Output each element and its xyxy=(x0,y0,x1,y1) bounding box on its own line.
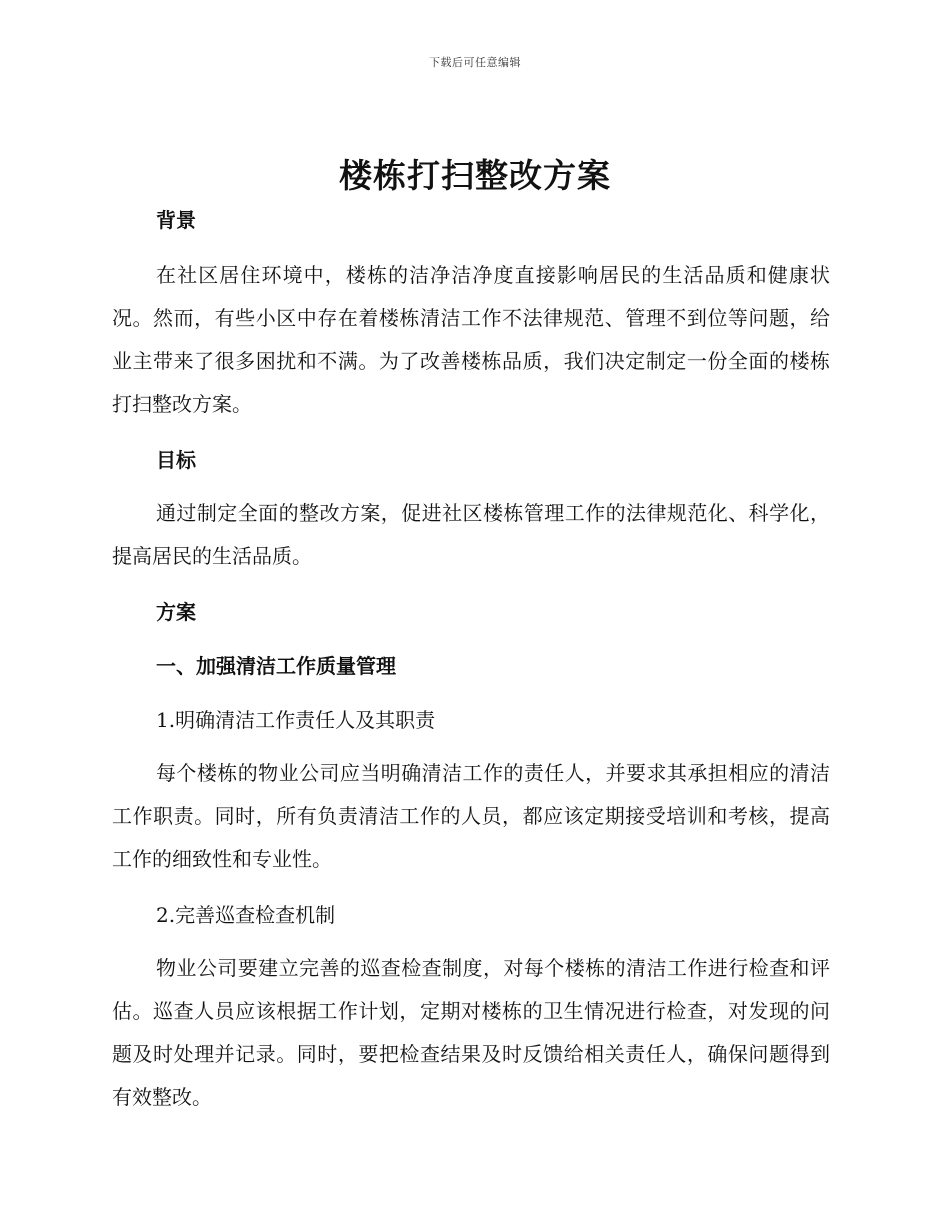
background-paragraph: 在社区居住环境中，楼栋的洁净洁净度直接影响居民的生活品质和健康状况。然而，有些小区中存在着楼栋清洁工作不法律规范、管理不到位等问题，给业主带来了很多困扰和不满。为了改善楼栋品质，我们决定制定一份全面的楼栋打扫整改方案。 xyxy=(112,263,830,416)
item2-paragraph: 物业公司要建立完善的巡查检查制度，对每个楼栋的清洁工作进行检查和评估。巡查人员应该根据工作计划，定期对楼栋的卫生情况进行检查，对发现的问题及时处理并记录。同时，要把检查结果及时反馈给相关责任人，确保问题得到有效整改。 xyxy=(112,956,830,1109)
goal-heading: 目标 xyxy=(156,448,196,472)
header-note: 下载后可任意编辑 xyxy=(429,56,521,69)
item1-heading: 1.明确清洁工作责任人及其职责 xyxy=(156,708,436,732)
background-heading: 背景 xyxy=(156,208,196,232)
plan-heading: 方案 xyxy=(156,600,196,624)
part1-heading: 一、加强清洁工作质量管理 xyxy=(156,654,396,678)
document-title: 楼栋打扫整改方案 xyxy=(339,156,611,195)
document-body xyxy=(112,200,830,1119)
goal-paragraph: 通过制定全面的整改方案，促进社区楼栋管理工作的法律规范化、科学化，提高居民的生活品质。 xyxy=(112,501,830,568)
item1-paragraph: 每个楼栋的物业公司应当明确清洁工作的责任人，并要求其承担相应的清洁工作职责。同时，所有负责清洁工作的人员，都应该定期接受培训和考核，提高工作的细致性和专业性。 xyxy=(112,761,830,871)
item2-heading: 2.完善巡查检查机制 xyxy=(156,903,336,927)
